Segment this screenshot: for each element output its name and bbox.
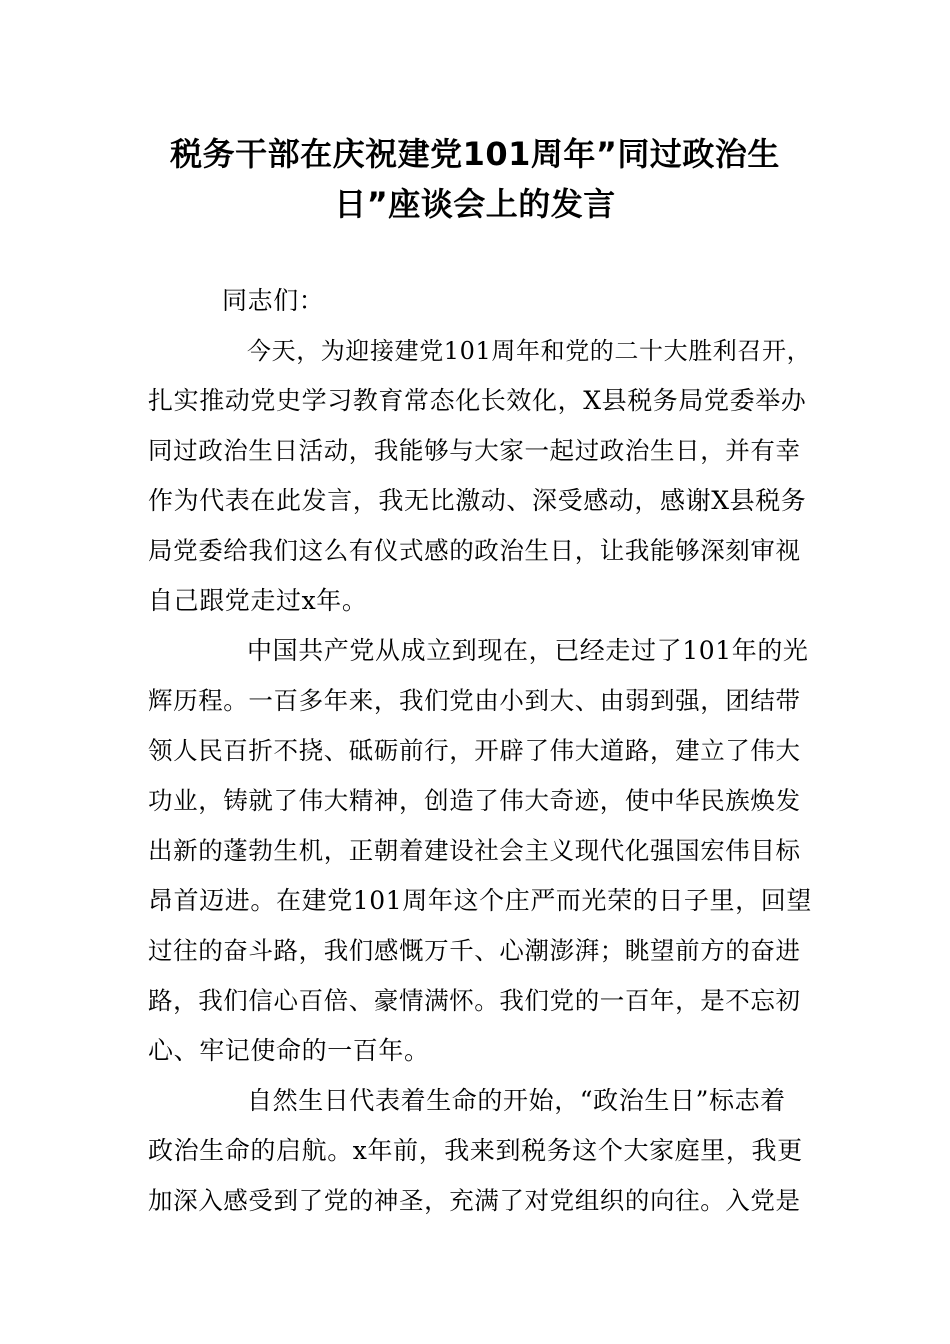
paragraph-1-line-2: 扎实推动党史学习教育常态化长效化，X县税务局党委举办 bbox=[148, 386, 807, 415]
document-title-line-1: 税务干部在庆祝建党101周年”同过政治生 bbox=[170, 135, 780, 173]
paragraph-1-line-4: 作为代表在此发言，我无比激动、深受感动，感谢X县税务 bbox=[148, 486, 807, 515]
paragraph-3-line-3: 加深入感受到了党的神圣，充满了对党组织的向往。入党是 bbox=[148, 1186, 801, 1215]
paragraph-1-line-1: 今天，为迎接建党101周年和党的二十大胜利召开， bbox=[247, 337, 812, 365]
document-title-line-2: 日”座谈会上的发言 bbox=[334, 185, 616, 223]
paragraph-2-line-1: 中国共产党从成立到现在，已经走过了101年的光 bbox=[247, 636, 809, 665]
paragraph-3-line-1: 自然生日代表着生命的开始，“政治生日”标志着 bbox=[247, 1086, 786, 1115]
paragraph-2-line-2: 辉历程。一百多年来，我们党由小到大、由弱到强，团结带 bbox=[148, 686, 801, 715]
paragraph-2-line-4: 功业，铸就了伟大精神，创造了伟大奇迹，使中华民族焕发 bbox=[148, 786, 801, 815]
paragraph-2-line-8: 路，我们信心百倍、豪情满怀。我们党的一百年，是不忘初 bbox=[148, 986, 801, 1015]
paragraph-2-line-5: 出新的蓬勃生机，正朝着建设社会主义现代化强国宏伟目标 bbox=[148, 836, 801, 865]
paragraph-1-line-3: 同过政治生日活动，我能够与大家一起过政治生日，并有幸 bbox=[148, 436, 801, 465]
paragraph-3-line-2: 政治生命的启航。x年前，我来到税务这个大家庭里，我更 bbox=[148, 1136, 803, 1165]
paragraph-2-line-6: 昂首迈进。在建党101周年这个庄严而光荣的日子里，回望 bbox=[148, 886, 812, 915]
paragraph-2-line-7: 过往的奋斗路，我们感慨万千、心潮澎湃；眺望前方的奋进 bbox=[148, 936, 801, 965]
salutation: 同志们： bbox=[222, 286, 325, 315]
paragraph-2-line-9: 心、牢记使命的一百年。 bbox=[148, 1036, 430, 1065]
paragraph-1-line-5: 局党委给我们这么有仪式感的政治生日，让我能够深刻审视 bbox=[148, 536, 801, 565]
paragraph-2-line-3: 领人民百折不挠、砥砺前行，开辟了伟大道路，建立了伟大 bbox=[148, 736, 801, 765]
paragraph-1-line-6: 自己跟党走过x年。 bbox=[148, 586, 368, 615]
